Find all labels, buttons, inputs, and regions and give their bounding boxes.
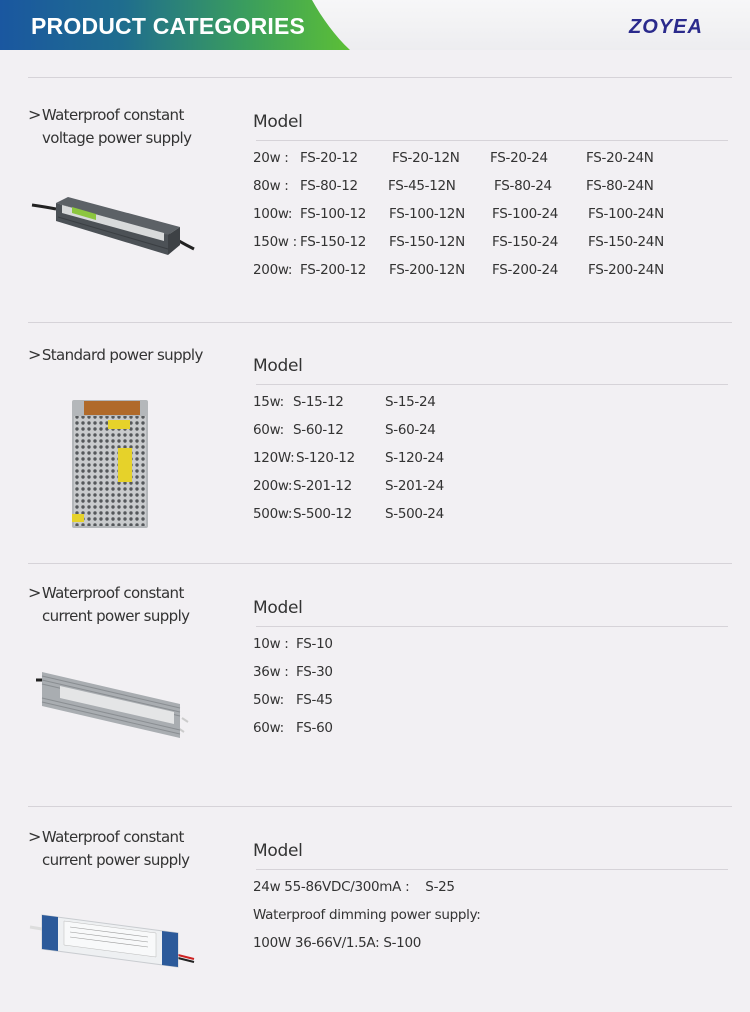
model-spec: 100W 36-66V/1.5A: S-100 bbox=[253, 935, 422, 951]
chevron-right-icon: > bbox=[28, 345, 41, 364]
model-code[interactable]: S-201-12 bbox=[293, 478, 352, 494]
page-header bbox=[0, 0, 750, 50]
category-title[interactable]: >Waterproof constant voltage power supply bbox=[28, 105, 192, 147]
model-code[interactable]: S-15-12 bbox=[293, 394, 344, 410]
model-code[interactable]: FS-200-24 bbox=[492, 262, 559, 278]
model-underline bbox=[256, 869, 728, 870]
model-code[interactable]: S-60-24 bbox=[385, 422, 436, 438]
model-underline bbox=[256, 384, 728, 385]
model-code[interactable]: S-201-24 bbox=[385, 478, 444, 494]
waterproof-voltage-psu-image bbox=[28, 185, 198, 255]
category-title[interactable]: >Waterproof constant current power supply bbox=[28, 583, 190, 625]
model-code[interactable]: FS-20-24N bbox=[586, 150, 654, 166]
chevron-right-icon: > bbox=[28, 105, 41, 124]
chevron-right-icon: > bbox=[28, 827, 41, 846]
model-code[interactable]: FS-20-12 bbox=[300, 150, 358, 166]
model-code[interactable]: FS-100-24N bbox=[588, 206, 664, 222]
model-code[interactable]: FS-150-12 bbox=[300, 234, 367, 250]
standard-psu-image bbox=[68, 396, 152, 530]
model-code[interactable]: FS-80-12 bbox=[300, 178, 358, 194]
section-divider bbox=[28, 563, 732, 564]
model-code[interactable]: FS-45-12N bbox=[388, 178, 456, 194]
model-code[interactable]: FS-200-24N bbox=[588, 262, 664, 278]
chevron-right-icon: > bbox=[28, 583, 41, 602]
model-heading: Model bbox=[253, 112, 303, 132]
model-code[interactable]: FS-150-12N bbox=[389, 234, 465, 250]
category-title[interactable]: >Standard power supply bbox=[28, 345, 203, 364]
section-divider bbox=[28, 77, 732, 78]
model-code[interactable]: FS-100-12 bbox=[300, 206, 367, 222]
model-code[interactable]: FS-45 bbox=[296, 692, 333, 708]
model-code[interactable]: S-500-24 bbox=[385, 506, 444, 522]
model-code[interactable]: FS-150-24N bbox=[588, 234, 664, 250]
section-divider bbox=[28, 322, 732, 323]
section-divider bbox=[28, 806, 732, 807]
slim-led-driver-image bbox=[28, 905, 198, 977]
page-title: PRODUCT CATEGORIES bbox=[31, 13, 306, 39]
brand-logo[interactable]: ZOYEA bbox=[629, 16, 703, 38]
model-code[interactable]: FS-200-12 bbox=[300, 262, 367, 278]
model-underline bbox=[256, 626, 728, 627]
model-code[interactable]: S-15-24 bbox=[385, 394, 436, 410]
model-spec: 24w 55-86VDC/300mA : S-25 bbox=[253, 879, 455, 895]
waterproof-current-psu-image bbox=[34, 660, 190, 750]
model-heading: Model bbox=[253, 356, 303, 376]
model-code[interactable]: S-120-24 bbox=[385, 450, 444, 466]
model-code[interactable]: FS-100-12N bbox=[389, 206, 465, 222]
model-code[interactable]: FS-80-24N bbox=[586, 178, 654, 194]
model-code[interactable]: FS-200-12N bbox=[389, 262, 465, 278]
model-spec: Waterproof dimming power supply: bbox=[253, 907, 481, 923]
model-code[interactable]: S-60-12 bbox=[293, 422, 344, 438]
model-code[interactable]: FS-80-24 bbox=[494, 178, 552, 194]
model-underline bbox=[256, 140, 728, 141]
model-code[interactable]: FS-20-12N bbox=[392, 150, 460, 166]
category-title[interactable]: >Waterproof constant current power supply bbox=[28, 827, 190, 869]
model-code[interactable]: FS-100-24 bbox=[492, 206, 559, 222]
model-heading: Model bbox=[253, 841, 303, 861]
model-code[interactable]: FS-20-24 bbox=[490, 150, 548, 166]
model-code[interactable]: FS-60 bbox=[296, 720, 333, 736]
model-code[interactable]: FS-30 bbox=[296, 664, 333, 680]
model-code[interactable]: FS-150-24 bbox=[492, 234, 559, 250]
model-code[interactable]: S-500-12 bbox=[293, 506, 352, 522]
model-heading: Model bbox=[253, 598, 303, 618]
model-code[interactable]: FS-10 bbox=[296, 636, 333, 652]
model-code[interactable]: S-120-12 bbox=[296, 450, 355, 466]
